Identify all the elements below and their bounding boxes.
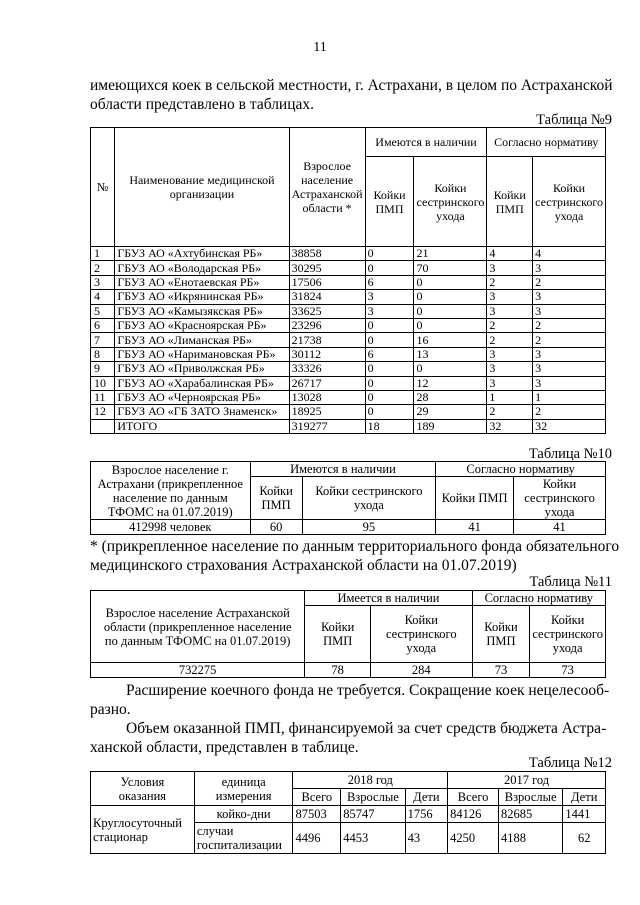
cell-org-name: ГБУЗ АО «Харабалинская РБ»	[115, 376, 289, 390]
cell-norm-pmp-beds: 4	[487, 247, 533, 261]
t12-kids-2018: 1756	[405, 806, 448, 823]
cell-row-number: 7	[91, 333, 115, 347]
cell-norm-pmp-beds: 3	[487, 347, 533, 361]
table-row	[91, 347, 606, 361]
cell-pmp-beds: 6	[365, 275, 414, 289]
cell-population: 31824	[289, 290, 365, 304]
cell-norm-pmp-beds: 2	[487, 333, 533, 347]
cell-org-name: ГБУЗ АО «Енотаевская РБ»	[115, 275, 289, 289]
cell-norm-care-beds: 3	[533, 261, 606, 275]
t12-header-conditions: Условия оказания	[91, 772, 195, 806]
cell-norm-pmp-beds: 3	[487, 304, 533, 318]
cell-row-number	[91, 419, 115, 433]
cell-org-name: ГБУЗ АО «Ахтубинская РБ»	[115, 247, 289, 261]
cell-population: 18925	[289, 405, 365, 419]
para3-line-2: ханской области, представлен в таблице.	[90, 739, 359, 756]
cell-row-number: 8	[91, 347, 115, 361]
intro-line-1: имеющихся коек в сельской местности, г. Астрахани, в целом по Астраханской	[90, 77, 613, 94]
intro-line-2: области представлено в таблицах.	[90, 96, 315, 113]
cell-row-number: 10	[91, 376, 115, 390]
cell-row-number: 5	[91, 304, 115, 318]
t10-header-population: Взрослое население г. Астрахани (прикрепленное население по данным ТФОМС на 01.07.2019)	[91, 462, 251, 520]
cell-pmp-beds: 0	[365, 247, 414, 261]
table-12	[90, 771, 606, 854]
table-row	[91, 419, 606, 433]
cell-norm-care-beds: 3	[533, 362, 606, 376]
t12-total-2018: 4496	[293, 823, 341, 854]
cell-norm-pmp-beds: 2	[487, 405, 533, 419]
t11-norm-pmp: 73	[472, 663, 530, 678]
footnote-line-2: медицинского страхования Астраханской области на 01.07.2019)	[90, 557, 517, 574]
t12-header-kids-2017: Дети	[563, 789, 606, 806]
t12-adults-2017: 4188	[499, 823, 563, 854]
t10-care: 95	[302, 520, 436, 535]
table11-caption: Таблица №11	[529, 574, 612, 590]
t10-header-norm-care: Койки сестринского ухода	[514, 477, 606, 520]
table-row	[91, 806, 606, 823]
cell-care-beds: 0	[414, 290, 487, 304]
table9-caption: Таблица №9	[536, 112, 612, 128]
table-row	[91, 663, 606, 678]
cell-norm-care-beds: 1	[533, 390, 606, 404]
cell-norm-pmp-beds: 1	[487, 390, 533, 404]
cell-norm-pmp-beds: 3	[487, 362, 533, 376]
cell-row-number: 11	[91, 390, 115, 404]
cell-org-name: ГБУЗ АО «Икрянинская РБ»	[115, 290, 289, 304]
table-row	[91, 362, 606, 376]
table-row	[91, 304, 606, 318]
t11-header-norm-pmp: Койки ПМП	[472, 606, 530, 663]
t12-condition: Круглосуточный стационар	[91, 806, 195, 854]
cell-norm-care-beds: 4	[533, 247, 606, 261]
cell-pmp-beds: 0	[365, 261, 414, 275]
col-header-available: Имеются в наличии	[365, 128, 487, 157]
t12-header-total-2018: Всего	[293, 789, 341, 806]
para2-line-1: Расширение коечного фонда не требуется. Сокращение коек нецелесооб-	[126, 682, 610, 699]
cell-care-beds: 12	[414, 376, 487, 390]
col-header-norm: Согласно нормативу	[487, 128, 606, 157]
table10-caption: Таблица №10	[528, 446, 612, 462]
t12-header-2017: 2017 год	[448, 772, 606, 789]
cell-care-beds: 0	[414, 304, 487, 318]
cell-population: 38858	[289, 247, 365, 261]
cell-org-name: ГБУЗ АО «Камызякская РБ»	[115, 304, 289, 318]
cell-norm-care-beds: 2	[533, 405, 606, 419]
col-header-num: №	[91, 128, 115, 247]
para2-line-2: разно.	[90, 701, 131, 718]
t11-header-population: Взрослое население Астраханской области (прикрепленное население по данным ТФОМС на 01.07.2019)	[91, 591, 305, 663]
col-header-population: Взрослое население Астраханской области *	[289, 128, 365, 247]
t12-adults-2017: 82685	[499, 806, 563, 823]
cell-pmp-beds: 0	[365, 376, 414, 390]
cell-row-number: 4	[91, 290, 115, 304]
t12-header-unit: единица измерения	[194, 772, 293, 806]
table-10	[90, 461, 606, 535]
cell-care-beds: 0	[414, 362, 487, 376]
t12-kids-2017: 62	[563, 823, 606, 854]
table12-caption: Таблица №12	[528, 755, 612, 771]
cell-norm-pmp-beds: 2	[487, 318, 533, 332]
cell-pmp-beds: 0	[365, 362, 414, 376]
t10-header-norm-pmp: Койки ПМП	[436, 477, 514, 520]
table-row	[91, 247, 606, 261]
para3-line-1: Объем оказанной ПМП, финансируемой за счет средств бюджета Астра-	[126, 720, 607, 737]
t11-population: 732275	[91, 663, 305, 678]
t12-header-adults-2017: Взрослые	[499, 789, 563, 806]
cell-care-beds: 21	[414, 247, 487, 261]
cell-norm-care-beds: 3	[533, 304, 606, 318]
cell-population: 319277	[289, 419, 365, 433]
table-row	[91, 275, 606, 289]
t10-header-pmp: Койки ПМП	[250, 477, 302, 520]
table-9	[90, 127, 606, 434]
t12-total-2017: 84126	[448, 806, 499, 823]
col-header-pmp: Койки ПМП	[365, 157, 414, 247]
table-row	[91, 405, 606, 419]
cell-norm-care-beds: 32	[533, 419, 606, 433]
table-row	[91, 390, 606, 404]
t11-header-norm: Согласно нормативу	[472, 591, 605, 606]
cell-norm-pmp-beds: 3	[487, 376, 533, 390]
cell-norm-care-beds: 2	[533, 318, 606, 332]
cell-pmp-beds: 0	[365, 318, 414, 332]
table-row	[91, 376, 606, 390]
cell-pmp-beds: 0	[365, 405, 414, 419]
cell-row-number: 12	[91, 405, 115, 419]
cell-org-name: ГБУЗ АО «Черноярская РБ»	[115, 390, 289, 404]
table-row	[91, 290, 606, 304]
cell-population: 30295	[289, 261, 365, 275]
cell-care-beds: 29	[414, 405, 487, 419]
cell-norm-pmp-beds: 3	[487, 261, 533, 275]
cell-population: 26717	[289, 376, 365, 390]
page-number: 11	[313, 40, 327, 55]
t11-care: 284	[370, 663, 472, 678]
cell-row-number: 3	[91, 275, 115, 289]
cell-norm-pmp-beds: 3	[487, 290, 533, 304]
cell-care-beds: 0	[414, 318, 487, 332]
t11-pmp: 78	[305, 663, 371, 678]
t11-header-available: Имеется в наличии	[305, 591, 472, 606]
cell-population: 33625	[289, 304, 365, 318]
col-header-norm-care: Койки сестринского ухода	[533, 157, 606, 247]
t10-population: 412998 человек	[91, 520, 251, 535]
t10-norm-care: 41	[514, 520, 606, 535]
t12-total-2017: 4250	[448, 823, 499, 854]
table-row	[91, 333, 606, 347]
t12-adults-2018: 4453	[341, 823, 405, 854]
cell-population: 30112	[289, 347, 365, 361]
table-11	[90, 590, 606, 678]
t12-unit: койко-дни	[194, 806, 293, 823]
cell-population: 23296	[289, 318, 365, 332]
t10-header-norm: Согласно нормативу	[436, 462, 606, 477]
t11-norm-care: 73	[530, 663, 606, 678]
t11-header-pmp: Койки ПМП	[305, 606, 371, 663]
cell-row-number: 1	[91, 247, 115, 261]
cell-norm-pmp-beds: 2	[487, 275, 533, 289]
cell-population: 17506	[289, 275, 365, 289]
t11-header-norm-care: Койки сестринского ухода	[530, 606, 606, 663]
cell-org-name: ГБУЗ АО «Наримановская РБ»	[115, 347, 289, 361]
t12-kids-2017: 1441	[563, 806, 606, 823]
table-row	[91, 261, 606, 275]
cell-norm-pmp-beds: 32	[487, 419, 533, 433]
table-row	[91, 318, 606, 332]
cell-care-beds: 0	[414, 275, 487, 289]
cell-care-beds: 16	[414, 333, 487, 347]
cell-norm-care-beds: 3	[533, 376, 606, 390]
col-header-name: Наименование медицинской организации	[115, 128, 289, 247]
cell-org-name: ГБУЗ АО «Красноярская РБ»	[115, 318, 289, 332]
cell-population: 21738	[289, 333, 365, 347]
cell-pmp-beds: 18	[365, 419, 414, 433]
cell-care-beds: 70	[414, 261, 487, 275]
cell-pmp-beds: 0	[365, 333, 414, 347]
cell-norm-care-beds: 3	[533, 290, 606, 304]
t10-norm-pmp: 41	[436, 520, 514, 535]
col-header-norm-pmp: Койки ПМП	[487, 157, 533, 247]
cell-org-name: ГБУЗ АО «ГБ ЗАТО Знаменск»	[115, 405, 289, 419]
cell-norm-care-beds: 2	[533, 333, 606, 347]
t10-pmp: 60	[250, 520, 302, 535]
cell-pmp-beds: 3	[365, 290, 414, 304]
t12-header-adults-2018: Взрослые	[341, 789, 405, 806]
t12-adults-2018: 85747	[341, 806, 405, 823]
t12-kids-2018: 43	[405, 823, 448, 854]
t12-total-2018: 87503	[293, 806, 341, 823]
cell-pmp-beds: 0	[365, 390, 414, 404]
t10-header-available: Имеются в наличии	[250, 462, 436, 477]
cell-population: 33326	[289, 362, 365, 376]
t11-header-care: Койки сестринского ухода	[370, 606, 472, 663]
cell-row-number: 9	[91, 362, 115, 376]
cell-org-name: ГБУЗ АО «Володарская РБ»	[115, 261, 289, 275]
cell-care-beds: 28	[414, 390, 487, 404]
cell-norm-care-beds: 2	[533, 275, 606, 289]
cell-row-number: 6	[91, 318, 115, 332]
cell-pmp-beds: 3	[365, 304, 414, 318]
t12-header-kids-2018: Дети	[405, 789, 448, 806]
cell-org-name: ИТОГО	[115, 419, 289, 433]
cell-org-name: ГБУЗ АО «Приволжская РБ»	[115, 362, 289, 376]
cell-row-number: 2	[91, 261, 115, 275]
t12-unit: случаи госпитализации	[194, 823, 293, 854]
cell-care-beds: 189	[414, 419, 487, 433]
cell-org-name: ГБУЗ АО «Лиманская РБ»	[115, 333, 289, 347]
cell-pmp-beds: 6	[365, 347, 414, 361]
cell-care-beds: 13	[414, 347, 487, 361]
t12-header-total-2017: Всего	[448, 789, 499, 806]
cell-norm-care-beds: 3	[533, 347, 606, 361]
t10-header-care: Койки сестринского ухода	[302, 477, 436, 520]
table-row	[91, 520, 606, 535]
cell-population: 13028	[289, 390, 365, 404]
t12-header-2018: 2018 год	[293, 772, 448, 789]
footnote-line-1: * (прикрепленное население по данным территориального фонда обязательного	[90, 538, 620, 555]
col-header-care: Койки сестринского ухода	[414, 157, 487, 247]
